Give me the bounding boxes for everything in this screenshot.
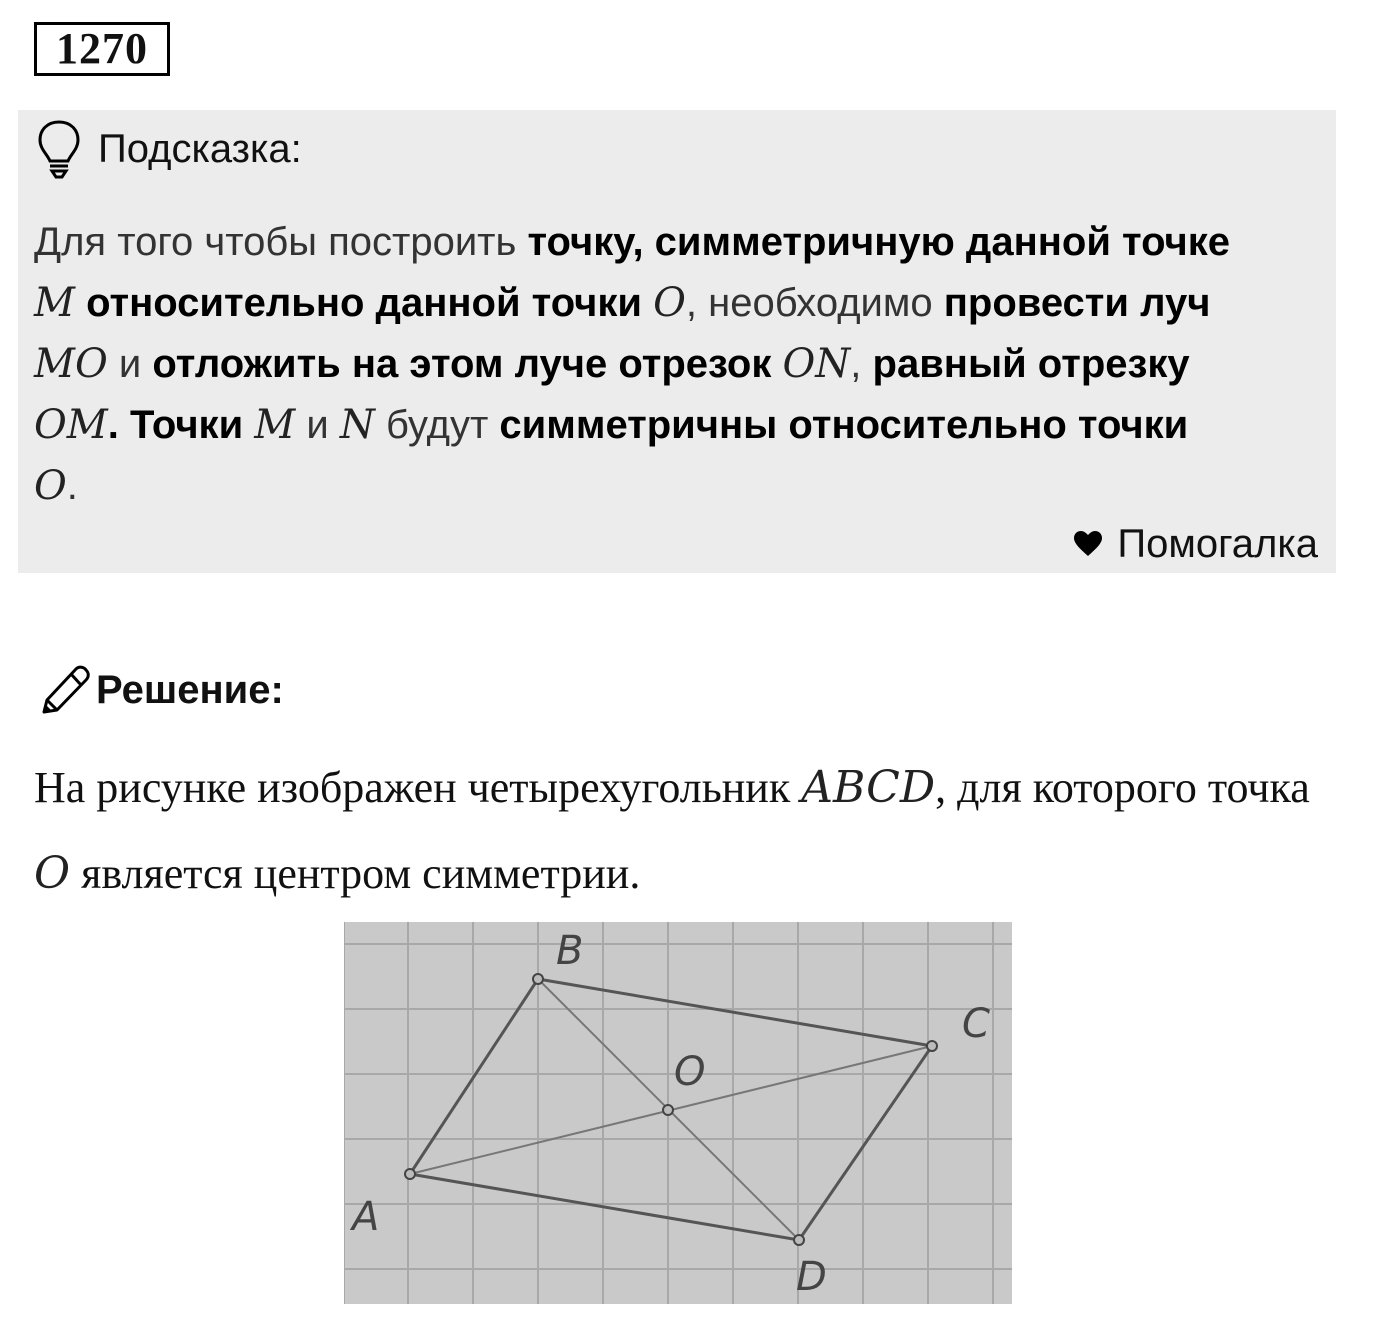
task-number: 1270 (34, 22, 170, 76)
vertex-a (405, 1169, 415, 1179)
quadrilateral-figure (344, 922, 1012, 1304)
math-var: N (339, 402, 375, 448)
label-c: C (962, 1001, 990, 1047)
math-var: MO (34, 341, 108, 387)
hint-text-part: , необходимо (685, 281, 944, 325)
center-o (663, 1105, 673, 1115)
hint-title: Подсказка: (98, 126, 302, 171)
label-d: D (796, 1254, 827, 1300)
grid (344, 922, 1012, 1304)
hint-text-bold: относительно данной точки (74, 281, 654, 325)
label-o: O (674, 1049, 706, 1095)
hint-text-part: и (295, 403, 340, 447)
vertex-c (927, 1041, 937, 1051)
math-var: M (254, 402, 296, 448)
solution-text (34, 745, 1334, 917)
hint-text-part: , (850, 342, 873, 386)
hint-text-part: . (66, 464, 78, 508)
math-var: O (34, 463, 67, 509)
credit-label: Помогалка (1117, 521, 1318, 566)
side-cd (799, 1046, 932, 1240)
math-var: ON (782, 341, 851, 387)
solution-text-part: , для которого точка (935, 763, 1310, 812)
side-da (410, 1174, 799, 1240)
hint-text-bold: . Точки (107, 403, 255, 447)
pencil-icon (38, 662, 90, 718)
hint-text-bold: равный отрезку (872, 342, 1190, 386)
label-b: B (556, 928, 584, 974)
math-var: OM (34, 402, 108, 448)
label-a: A (352, 1194, 380, 1240)
hint-header (36, 116, 302, 182)
hint-text-part: и (107, 342, 153, 386)
solution-header (38, 660, 284, 720)
hint-text (34, 212, 1234, 517)
lightbulb-icon (36, 119, 82, 179)
hint-text-part: будут (374, 403, 500, 447)
math-var: O (653, 280, 686, 326)
vertex-d (794, 1235, 804, 1245)
math-var: M (34, 280, 75, 326)
solution-text-part: На рисунке изображен четырехугольник (34, 763, 802, 812)
hint-text-bold: отложить на этом луче отрезок (152, 342, 783, 386)
side-bc (538, 979, 932, 1046)
solution-title: Решение: (96, 667, 284, 712)
hint-text-part: Для того чтобы построить (34, 220, 528, 264)
figure (344, 922, 1012, 1304)
hint-text-bold: точку, симметричную данной точке (527, 220, 1231, 264)
math-var: ABCD (801, 762, 936, 813)
heart-icon (1073, 530, 1103, 558)
math-var: O (34, 848, 71, 899)
vertex-b (533, 974, 543, 984)
hint-text-bold: симметричны относительно точки (499, 403, 1189, 447)
credit (1073, 516, 1318, 572)
hint-text-bold: провести луч (943, 281, 1211, 325)
solution-text-part: является центром симметрии. (70, 849, 641, 898)
